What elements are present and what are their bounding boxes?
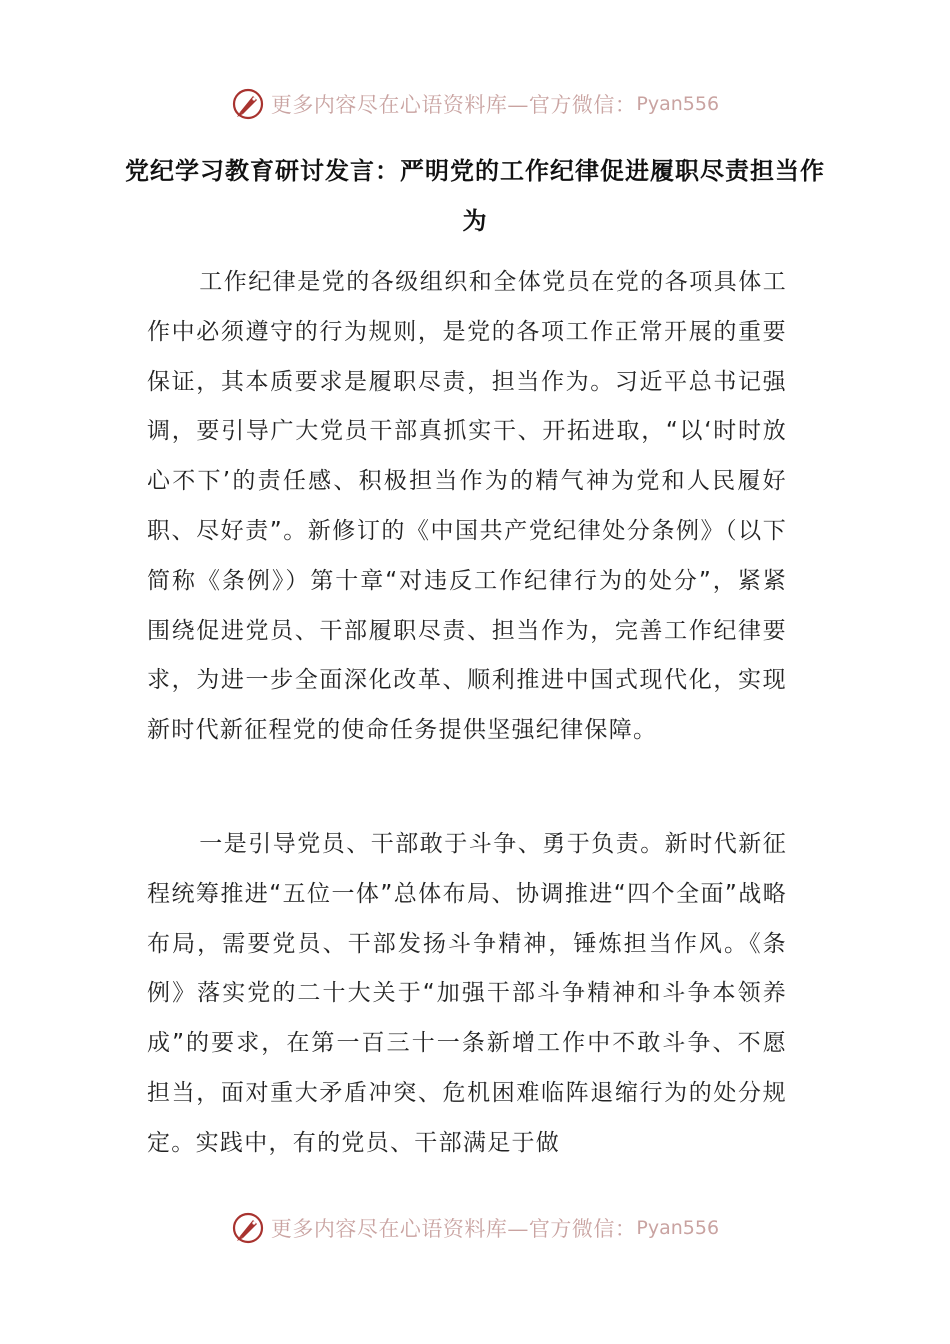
watermark-text: 更多内容尽在心语资料库—官方微信： [270,93,637,117]
body-paragraph [147,820,787,1169]
paragraph-text: 工作纪律是党的各级组织和全体党员在党的各项具体工作中必须遵守的行为规则，是党的各项工作正常开展的重要保证，其本质要求是履职尽责，担当作为。习近平总书记强调，要引导广大党员干部真抓实干、开拓进取，“以‘时时放心不下’的责任感、积极担当作为的精气神为党和人民履好职、尽好责”。新修订的《中国共产党纪律处分条例》（以下简称《条例》）第十章“对违反工作纪律行为的处分”，紧紧围绕促进党员、干部履职尽责、担当作为，完善工作纪律要求，为进一步全面深化改革、顺利推进中国式现代化，实现新时代新征程党的使命任务提供坚强纪律保障。 [147,269,787,744]
document-title: 党纪学习教育研讨发言：严明党的工作纪律促进履职尽责担当作为 [125,157,825,235]
watermark-header [0,84,950,124]
watermark-contact: Pyan556 [636,1217,720,1239]
pen-nib-logo-icon [231,1211,265,1245]
paragraph-text: 一是引导党员、干部敢于斗争、勇于负责。新时代新征程统筹推进“五位一体”总体布局、协调推进“四个全面”战略布局，需要党员、干部发扬斗争精神，锤炼担当作风。《条例》落实党的二十大关于“加强干部斗争精神和斗争本领养成”的要求，在第一百三十一条新增工作中不敢斗争、不愿担当，面对重大矛盾冲突、危机困难临阵退缩行为的处分规定。实践中，有的党员、干部满足于做 [147,831,787,1156]
watermark-footer [0,1208,950,1248]
watermark-text: 更多内容尽在心语资料库—官方微信： [270,1217,637,1241]
watermark-contact: Pyan556 [636,93,720,115]
body-paragraph [147,258,787,756]
pen-nib-logo-icon [231,87,265,121]
